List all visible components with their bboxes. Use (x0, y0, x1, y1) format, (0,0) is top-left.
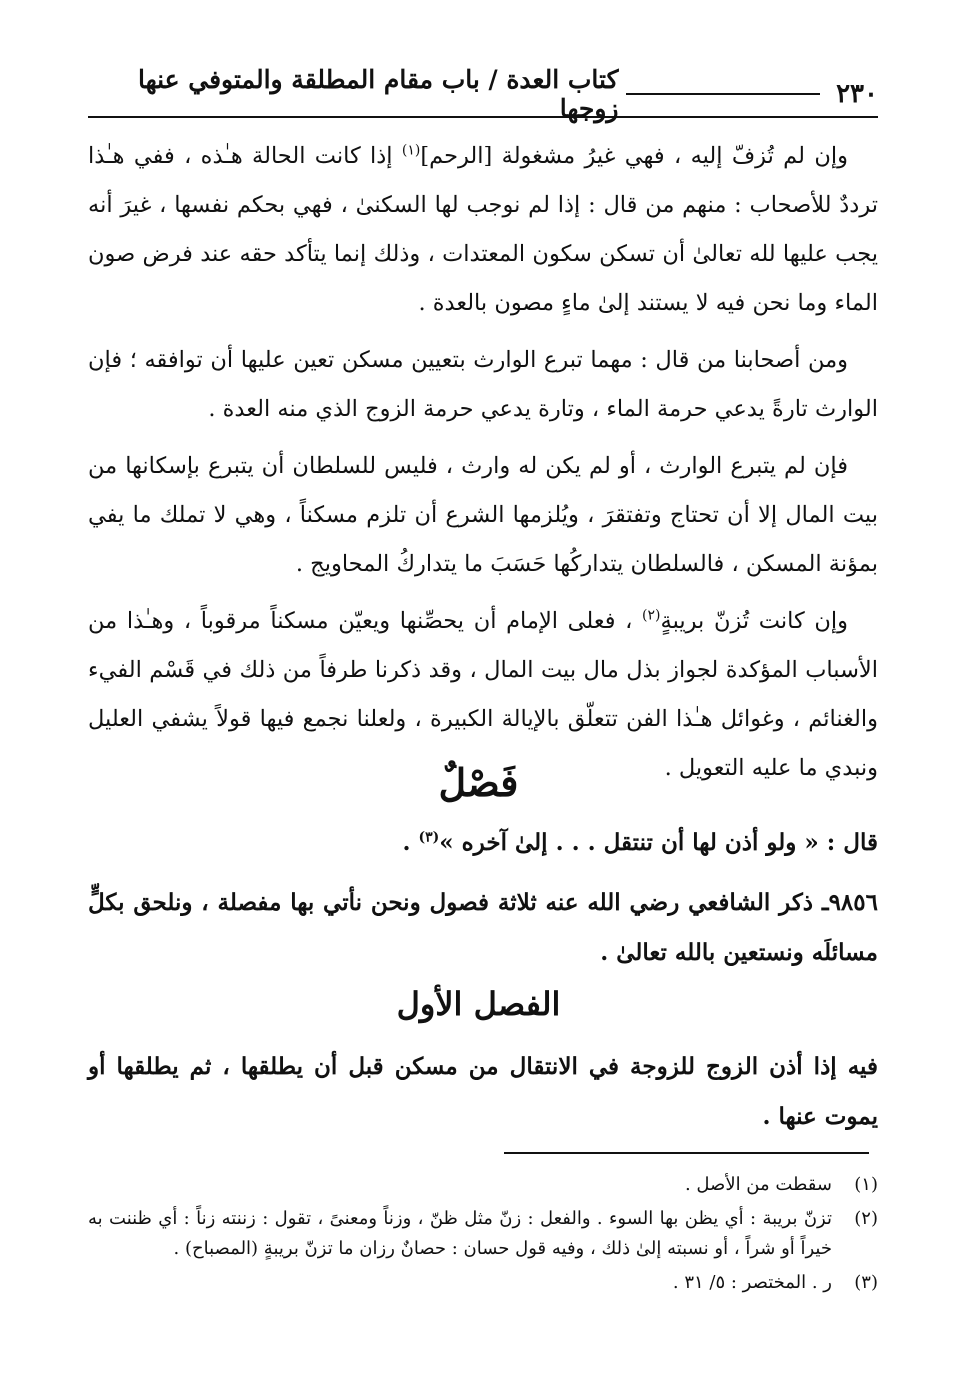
paragraph-2 (88, 336, 878, 434)
page-header (88, 65, 878, 123)
qala-line (88, 818, 878, 868)
paragraph-3-text: فإن لم يتبرع الوارث ، أو لم يكن له وارث ، فليس للسلطان أن يتبرع بإسكانها من بيت المال إلا أن تحتاج وتفتقرَ ، ويُلزمها الشرع أن تلزم مسكناً ، وهي لا تملك ما يفي بمؤنة المسكن ، فالسلطان يتداركُها حَسَبَ ما يتداركُ المحاويج . (88, 453, 878, 577)
paragraph-1-start: وإن لم تُزفّ إليه ، فهي غيرُ مشغولة [الرحم] (420, 143, 848, 169)
footnote-number: (١) (854, 1174, 878, 1195)
paragraph-4-end: ، فعلى الإمام أن يحصِّنها ويعيّن مسكناً مرقوباً ، وهـٰذا من الأسباب المؤكدة لجواز بذل مال بيت المال ، وقد ذكرنا طرفاً من ذلك في قَسْم الفيء والغنائم ، وغوائل هـٰذا الفن تتعلّق بالإيالة الكبيرة ، ولعلنا نجمع فيها قولاً يشفي العليل ونبدي ما عليه التعويل . (88, 608, 878, 781)
paragraph-1 (88, 132, 878, 328)
chapter-title: الفصل الأول (396, 985, 561, 1023)
footnote-divider (504, 1152, 869, 1154)
footnote-number: (٢) (854, 1208, 878, 1229)
section-heading: فَصْلٌ (438, 760, 519, 805)
footnote-2 (88, 1204, 878, 1264)
footnote-ref-3: (٣) (418, 829, 440, 846)
chapter-description: فيه إذا أذن الزوج للزوجة في الانتقال من مسكن قبل أن يطلقها ، ثم يطلقها أو يموت عنها . (88, 1053, 878, 1130)
footnote-ref-1: (١) (401, 142, 421, 159)
footnote-ref-2: (٢) (642, 607, 661, 624)
running-title: كتاب العدة / باب مقام المطلقة والمتوفي عنها زوجها (137, 65, 619, 123)
header-rule (626, 93, 820, 95)
footnote-1 (88, 1170, 878, 1200)
qala-end: . (402, 829, 419, 856)
footnote-number: (٣) (854, 1272, 878, 1293)
footnote-text: ر . المختصر : ٥/ ٣١ . (672, 1272, 832, 1293)
numbered-paragraph: ٩٨٥٦ـ ذكر الشافعي رضي الله عنه ثلاثة فصول ونحن نأتي بها مفصلة ، ونلحق بكلٍّ مسائلَه ونستعين بالله تعالىٰ . (88, 889, 878, 966)
paragraph-3 (88, 442, 878, 589)
body-text (88, 132, 878, 801)
paragraph-2-text: ومن أصحابنا من قال : مهما تبرع الوارث بتعيين مسكن تعين عليها أن توافقه ؛ فإن الوارث تارةً يدعي حرمة الماء ، وتارة يدعي حرمة الزوج الذي منه العدة . (88, 347, 878, 422)
footnotes (88, 1170, 878, 1302)
paragraph-4-start: وإن كانت تُزنّ بريبةٍ (660, 608, 848, 634)
paragraph-1-end: إذا كانت الحالة هـٰذه ، ففي هـٰذا ترددٌ للأصحاب : منهم من قال : إذا لم نوجب لها السكنىٰ ، فهي بحكم نفسها ، غيرَ أنه يجب عليها لله تعالىٰ أن تسكن سكون المعتدات ، وذلك إنما يتأكد حقه عند فرض صون الماء وما نحن فيه لا يستند إلىٰ ماءٍ مصون بالعدة . (88, 143, 878, 316)
footnote-3 (88, 1268, 878, 1298)
qala-text: قال : « ولو أذن لها أن تنتقل . . . إلىٰ آخره » (439, 829, 878, 856)
footnote-text: تزنّ بريبة : أي يظن بها السوء . والفعل : زنّ مثل ظنّ ، وزناً ومعنىً ، تقول : زننته زناً : أي ظننت به خيراً أو شراً ، أو نسبته إلىٰ ذلك ، وفيه قول حسان : حصانٌ رزان ما تزنّ بريبةٍ (المصباح) . (88, 1208, 832, 1259)
page-number: ٢٣٠ (836, 79, 878, 109)
footnote-text: سقطت من الأصل . (684, 1174, 832, 1195)
